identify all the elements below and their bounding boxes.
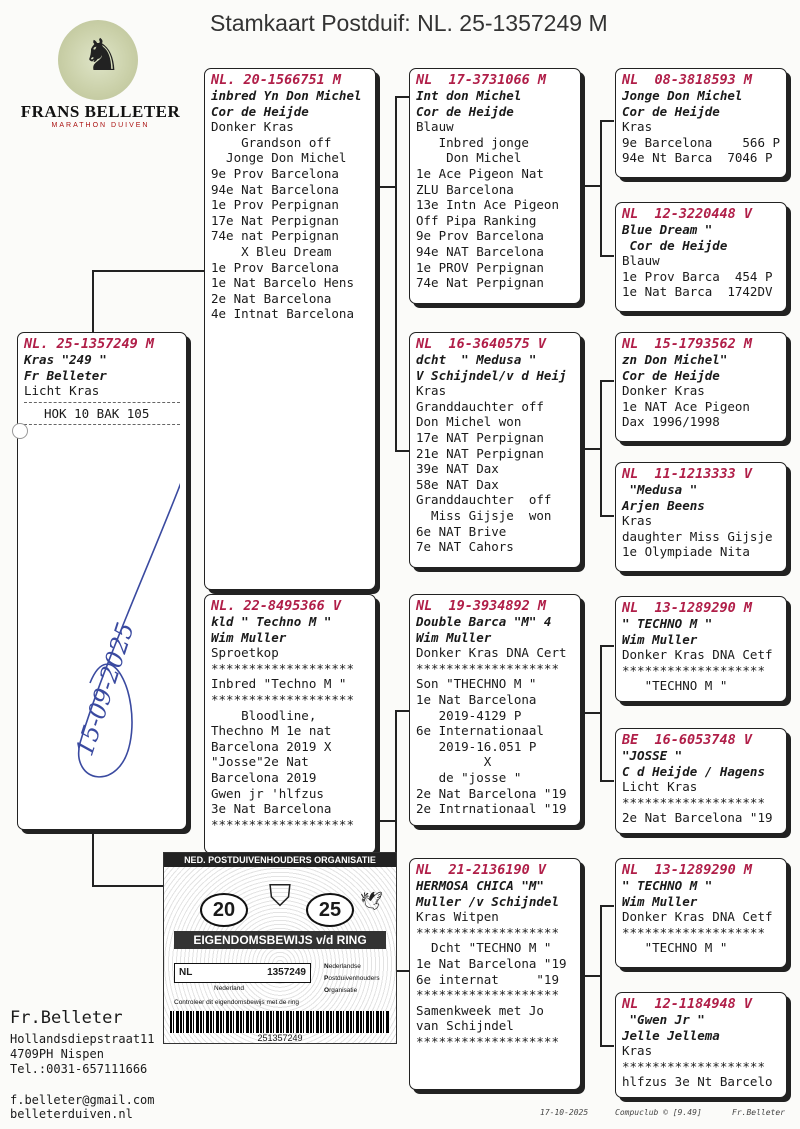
connector	[92, 270, 204, 272]
connector	[585, 448, 601, 450]
legend-n: Nederlandse	[324, 963, 361, 970]
owner-city: 4709PH Nispen	[10, 1047, 104, 1061]
info-line: "TECHNO M "	[622, 678, 728, 694]
handwritten-signature	[20, 483, 180, 813]
info-line: 2e Nat Barcelona "19	[416, 785, 567, 801]
info-line: *******************	[622, 924, 765, 940]
info-line: Jonge Don Michel	[211, 150, 347, 166]
info-line: Grandson off	[211, 134, 332, 150]
lion-crest-icon: ♞	[82, 30, 122, 81]
legend-o: Organisatie	[324, 987, 358, 994]
pigeon-breeder: Wim Muller	[211, 629, 287, 645]
pedigree-card-mff	[615, 596, 787, 702]
info-line: *******************	[211, 660, 354, 676]
ring-number: NL 16-3640575 V	[416, 336, 547, 352]
logo-subtitle: MARATHON DUIVEN	[51, 122, 150, 129]
info-line: *******************	[622, 1058, 765, 1074]
certificate-barcode	[170, 1011, 390, 1033]
certificate-barcode-text: 251357249	[257, 1033, 303, 1043]
certificate-note: Controleer dit eigendomsbewijs met de ring	[174, 999, 300, 1006]
info-line: 6e Internationaal	[416, 723, 544, 739]
certificate-org: NED. POSTDUIVENHOUDERS ORGANISATIE	[164, 853, 396, 867]
info-line: 7e NAT Cahors	[416, 539, 514, 555]
connector	[600, 380, 602, 515]
info-line: 6e NAT Brive	[416, 523, 507, 539]
info-line: 2e Nat Barcelona	[211, 290, 332, 306]
subject-card	[17, 332, 187, 830]
connector	[600, 255, 614, 257]
info-line: 1e Prov Perpignan	[211, 197, 339, 213]
pigeon-breeder: Muller /v Schijndel	[416, 893, 559, 909]
connector	[92, 270, 94, 332]
info-line: 2019-4129 P	[416, 707, 522, 723]
info-line: *******************	[211, 816, 354, 832]
info-line: 17e NAT Perpignan	[416, 429, 544, 445]
info-line: 21e NAT Perpignan	[416, 445, 544, 461]
connector	[395, 96, 409, 98]
info-line: Don Michel	[416, 150, 522, 166]
info-line: 1e Ace Pigeon Nat	[416, 165, 544, 181]
pedigree-card-mother	[204, 594, 376, 854]
info-line: Kras	[622, 119, 653, 135]
ring-number: BE 16-6053748 V	[622, 732, 753, 748]
pigeon-name: Jonge Don Michel	[622, 88, 743, 103]
info-line: de "josse "	[416, 769, 522, 785]
info-line: Barcelona 2019	[211, 769, 317, 785]
pigeon-name: Int don Michel	[416, 88, 522, 103]
info-line: 9e Prov Barcelona	[416, 228, 544, 244]
info-line: Gwen jr 'hlfzus	[211, 785, 324, 801]
info-line: 17e Nat Perpignan	[211, 212, 339, 228]
pigeon-name: dcht " Medusa "	[416, 352, 537, 367]
info-line: *******************	[622, 794, 765, 810]
ring-number: NL 11-1213333 V	[622, 466, 753, 482]
subject-name: Kras "249 "	[24, 352, 107, 367]
info-line: Samenkweek met Jo	[416, 1002, 544, 1018]
ring-number: NL. 22-8495366 V	[211, 598, 342, 614]
pigeon-name: HERMOSA CHICA "M"	[416, 878, 544, 893]
info-line: 1e Nat Barcelona	[416, 691, 537, 707]
connector	[395, 970, 409, 972]
pigeon-name: " TECHNO M "	[622, 878, 713, 893]
info-line: ZLU Barcelona	[416, 181, 514, 197]
subject-loft: HOK 10 BAK 105	[44, 405, 150, 421]
info-line: Sproetkop	[211, 645, 279, 661]
info-line: 39e NAT Dax	[416, 461, 499, 477]
info-line: *******************	[416, 660, 559, 676]
connector	[585, 712, 601, 714]
owner-phone: Tel.:0031-657111666	[10, 1062, 148, 1076]
connector	[600, 120, 602, 255]
pigeon-name: "Medusa "	[622, 482, 698, 497]
pigeon-breeder: Cor de Heijde	[622, 103, 720, 119]
pedigree-card-mmf	[615, 858, 787, 968]
pigeon-name: Blue Dream "	[622, 222, 713, 237]
info-line: Licht Kras	[622, 779, 698, 795]
lion-shield-icon: ⛉	[268, 879, 292, 914]
logo-name: FRANS BELLETER	[20, 102, 181, 121]
pigeon-breeder: C d Heijde / Hagens	[622, 763, 765, 779]
connector	[600, 905, 614, 907]
info-line: 9e Barcelona 566 P	[622, 134, 781, 150]
certificate-country: NL	[179, 967, 193, 978]
info-line: van Schijndel	[416, 1018, 514, 1034]
ring-number: NL 13-1289290 M	[622, 600, 753, 616]
ring-number: NL 21-2136190 V	[416, 862, 547, 878]
info-line: 1e Olympiade Nita	[622, 544, 750, 560]
punch-hole	[12, 423, 28, 439]
info-line: Donker Kras DNA Cetf	[622, 909, 773, 925]
pigeon-breeder: Arjen Beens	[622, 497, 705, 513]
info-line: 1e Nat Barcelona "19	[416, 955, 567, 971]
info-line: Thechno M 1e nat	[211, 723, 332, 739]
info-line: Inbred "Techno M "	[211, 676, 347, 692]
certificate-number: 1357249	[267, 967, 306, 978]
pedigree-card-father	[204, 68, 376, 590]
connector	[600, 515, 614, 517]
certificate-year-right: 25	[306, 893, 354, 927]
pedigree-card-fmf	[615, 332, 787, 442]
info-line: Son "THECHNO M "	[416, 676, 537, 692]
certificate-title: EIGENDOMSBEWIJS v/d RING	[174, 931, 386, 949]
subject-breeder: Fr Belleter	[24, 367, 107, 383]
ring-number: NL 19-3934892 M	[416, 598, 547, 614]
pigeon-breeder: Wim Muller	[622, 631, 698, 647]
info-line: Kras Witpen	[416, 909, 499, 925]
pigeon-name: kld " Techno M "	[211, 614, 332, 629]
info-line: 1e Nat Barcelo Hens	[211, 275, 354, 291]
info-line: 3e Nat Barcelona	[211, 801, 332, 817]
info-line: Miss Gijsje won	[416, 507, 552, 523]
pigeon-breeder: V Schijndel/v d Heij	[416, 367, 567, 383]
info-line: 58e NAT Dax	[416, 476, 499, 492]
info-line: Barcelona 2019 X	[211, 738, 332, 754]
pedigree-card-mm	[409, 858, 581, 1090]
signature-date: 15-09-2025	[70, 619, 140, 760]
info-line: 94e Nat Barcelona	[211, 181, 339, 197]
info-line: daughter Miss Gijsje	[622, 528, 773, 544]
connector	[395, 450, 409, 452]
connector	[600, 905, 602, 1045]
pigeon-breeder: Cor de Heijde	[211, 103, 309, 119]
info-line: Granddauchter off	[416, 398, 544, 414]
connector	[380, 186, 396, 188]
pigeon-breeder: Cor de Heijde	[622, 367, 720, 383]
info-line: Granddauchter off	[416, 492, 552, 508]
breeder-logo	[18, 20, 183, 135]
connector	[600, 120, 614, 122]
certificate-ring-box	[174, 963, 311, 983]
footer-date: 17-10-2025	[540, 1108, 589, 1117]
connector	[380, 820, 396, 822]
pedigree-card-mfm	[615, 728, 787, 834]
connector	[585, 185, 601, 187]
info-line: 1e NAT Ace Pigeon	[622, 398, 750, 414]
info-line: 94e Nt Barca 7046 P	[622, 150, 773, 166]
connector	[585, 975, 601, 977]
info-line: *******************	[416, 924, 559, 940]
ring-number: NL 12-1184948 V	[622, 996, 753, 1012]
info-line: 74e nat Perpignan	[211, 228, 339, 244]
connector	[600, 1045, 614, 1047]
footer-software: Compuclub © [9.49]	[615, 1108, 702, 1117]
info-line: Donker Kras DNA Cert	[416, 645, 567, 661]
info-line: Inbred jonge	[416, 134, 529, 150]
info-line: *******************	[211, 691, 354, 707]
owner-email[interactable]: f.belleter@gmail.com	[10, 1093, 155, 1107]
owner-website[interactable]: belleterduiven.nl	[10, 1107, 133, 1121]
info-line: 94e NAT Barcelona	[416, 243, 544, 259]
info-line: 1e PROV Perpignan	[416, 259, 544, 275]
info-line: Dcht "TECHNO M "	[416, 940, 552, 956]
info-line: 9e Prov Barcelona	[211, 165, 339, 181]
info-line: 2e Nat Barcelona "19	[622, 810, 773, 826]
pigeon-breeder: Wim Muller	[622, 893, 698, 909]
info-line: Blauw	[622, 253, 660, 269]
pigeon-name: inbred Yn Don Michel	[211, 88, 362, 103]
ring-number: NL 08-3818593 M	[622, 72, 753, 88]
pedigree-card-mf	[409, 594, 581, 826]
info-line: 74e Nat Perpignan	[416, 275, 544, 291]
connector	[600, 380, 614, 382]
pigeon-breeder: Cor de Heijde	[416, 103, 514, 119]
pigeon-breeder: Cor de Heijde	[622, 237, 728, 253]
info-line: 2019-16.051 P	[416, 738, 537, 754]
pedigree-card-mmm	[615, 992, 787, 1098]
subject-ring: NL. 25-1357249 M	[24, 336, 155, 352]
divider	[24, 424, 180, 425]
ring-number: NL 17-3731066 M	[416, 72, 547, 88]
info-line: Kras	[622, 1043, 653, 1059]
pedigree-card-ffm	[615, 202, 787, 312]
connector	[92, 830, 94, 886]
pigeon-name: " TECHNO M "	[622, 616, 713, 631]
connector	[600, 645, 614, 647]
info-line: *******************	[416, 1033, 559, 1049]
info-line: Dax 1996/1998	[622, 414, 720, 430]
legend-p: Postduivenhouders	[324, 975, 380, 982]
ring-number: NL 13-1289290 M	[622, 862, 753, 878]
info-line: Donker Kras	[622, 383, 705, 399]
info-line: 1e Prov Barcelona	[211, 259, 339, 275]
info-line: Bloodline,	[211, 707, 317, 723]
pedigree-card-fmm	[615, 462, 787, 572]
connector	[600, 780, 614, 782]
info-line: *******************	[622, 662, 765, 678]
info-line: 2e Intrnationaal "19	[416, 801, 567, 817]
ring-number: NL 15-1793562 M	[622, 336, 753, 352]
pigeon-breeder: Jelle Jellema	[622, 1027, 720, 1043]
footer-author: Fr.Belleter	[732, 1108, 785, 1117]
pigeon-name: zn Don Michel"	[622, 352, 728, 367]
pigeon-icon: 🕊	[360, 891, 383, 912]
info-line: 1e Nat Barca 1742DV	[622, 284, 773, 300]
info-line: Blauw	[416, 119, 454, 135]
info-line: Donker Kras	[211, 119, 294, 135]
certificate-region: Nederland	[214, 985, 244, 992]
divider	[24, 402, 180, 403]
info-line: "Josse"2e Nat	[211, 754, 309, 770]
info-line: 6e internat "19	[416, 971, 559, 987]
pigeon-name: "JOSSE "	[622, 748, 683, 763]
ring-number: NL. 20-1566751 M	[211, 72, 342, 88]
connector	[600, 645, 602, 780]
info-line: Off Pipa Ranking	[416, 212, 537, 228]
ownership-certificate	[163, 852, 397, 1044]
info-line: *******************	[416, 987, 559, 1003]
connector	[395, 710, 409, 712]
connector	[395, 96, 397, 450]
subject-color: Licht Kras	[24, 383, 100, 399]
pedigree-card-fm	[409, 332, 581, 568]
pedigree-card-ff	[409, 68, 581, 304]
info-line: 1e Prov Barca 454 P	[622, 268, 773, 284]
pigeon-name: Double Barca "M" 4	[416, 614, 552, 629]
page-title: Stamkaart Postduif: NL. 25-1357249 M	[210, 10, 608, 36]
owner-street: Hollandsdiepstraat11	[10, 1032, 155, 1046]
pedigree-card-fff	[615, 68, 787, 178]
info-line: Don Michel won	[416, 414, 522, 430]
info-line: 4e Intnat Barcelona	[211, 306, 354, 322]
info-line: hlfzus 3e Nt Barcelo	[622, 1074, 773, 1090]
info-line: "TECHNO M "	[622, 940, 728, 956]
info-line: X Bleu Dream	[211, 243, 332, 259]
pigeon-name: "Gwen Jr "	[622, 1012, 705, 1027]
info-line: Kras	[622, 513, 653, 529]
info-line: 13e Intn Ace Pigeon	[416, 197, 559, 213]
info-line: Kras	[416, 383, 447, 399]
certificate-year-left: 20	[200, 893, 248, 927]
pigeon-breeder: Wim Muller	[416, 629, 492, 645]
owner-name: Fr.Belleter	[10, 1008, 123, 1028]
info-line: Donker Kras DNA Cetf	[622, 647, 773, 663]
info-line: X	[416, 754, 492, 770]
ring-number: NL 12-3220448 V	[622, 206, 753, 222]
